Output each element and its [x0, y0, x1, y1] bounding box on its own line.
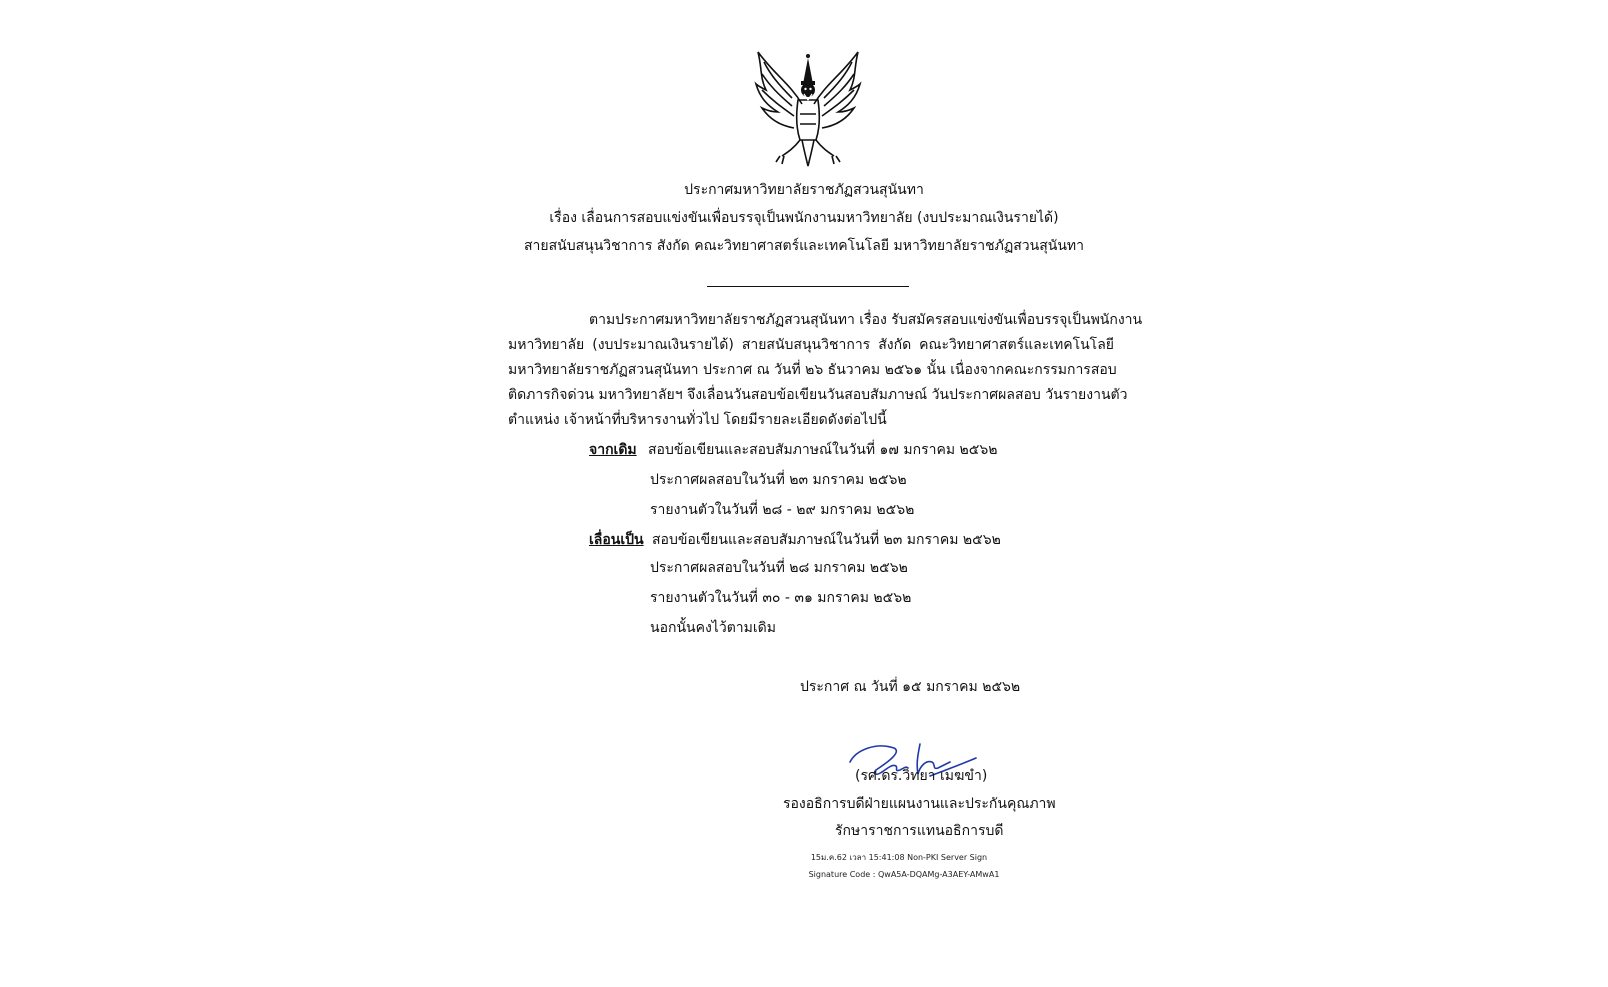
- schedule-item: สอบข้อเขียนและสอบสัมภาษณ์ในวันที่ ๑๗ มกราคม ๒๕๖๒: [648, 442, 998, 458]
- announcement-date: ประกาศ ณ วันที่ ๑๕ มกราคม ๒๕๖๒: [800, 679, 1021, 695]
- schedule-note: นอกนั้นคงไว้ตามเดิม: [650, 620, 776, 636]
- new-schedule-label: เลื่อนเป็น: [589, 532, 644, 548]
- original-schedule-label: จากเดิม: [589, 442, 637, 458]
- schedule-item: รายงานตัวในวันที่ ๓๐ - ๓๑ มกราคม ๒๕๖๒: [650, 590, 912, 606]
- schedule-item: สอบข้อเขียนและสอบสัมภาษณ์ในวันที่ ๒๓ มกราคม ๒๕๖๒: [652, 532, 1001, 548]
- garuda-emblem-icon: [752, 44, 864, 168]
- signature-code: Signature Code : QwA5A-DQAMg-A3AEY-AMwA1: [808, 870, 1000, 879]
- announcement-subject: เรื่อง เลื่อนการสอบแข่งขันเพื่อบรรจุเป็นพนักงานมหาวิทยาลัย (งบประมาณเงินรายได้): [549, 210, 1059, 226]
- announcement-title: ประกาศมหาวิทยาลัยราชภัฏสวนสุนันทา: [684, 182, 924, 198]
- body-line: ตามประกาศมหาวิทยาลัยราชภัฏสวนสุนันทา เรื่อง รับสมัครสอบแข่งขันเพื่อบรรจุเป็นพนักงาน: [589, 312, 1143, 328]
- body-line: มหาวิทยาลัยราชภัฏสวนสุนันทา ประกาศ ณ วันที่ ๒๖ ธันวาคม ๒๕๖๑ นั้น เนื่องจากคณะกรรมการสอบ: [508, 362, 1117, 378]
- signer-name: (รศ.ดร.วิทยา เมฆขำ): [855, 768, 988, 784]
- schedule-item: ประกาศผลสอบในวันที่ ๒๘ มกราคม ๒๕๖๒: [650, 560, 908, 576]
- body-line: มหาวิทยาลัย (งบประมาณเงินรายได้) สายสนับสนุนวิชาการ สังกัด คณะวิทยาศาสตร์และเทคโนโลยี: [508, 337, 1114, 353]
- body-line: ติดภารกิจด่วน มหาวิทยาลัยฯ จึงเลื่อนวันสอบข้อเขียนวันสอบสัมภาษณ์ วันประกาศผลสอบ วันรายงานตัว: [508, 387, 1128, 403]
- sign-timestamp: 15ม.ค.62 เวลา 15:41:08 Non-PKI Server Sign: [810, 853, 988, 862]
- announcement-subject-line2: สายสนับสนุนวิชาการ สังกัด คณะวิทยาศาสตร์และเทคโนโลยี มหาวิทยาลัยราชภัฏสวนสุนันทา: [523, 238, 1085, 254]
- signer-acting: รักษาราชการแทนอธิการบดี: [835, 823, 1004, 839]
- signer-position: รองอธิการบดีฝ่ายแผนงานและประกันคุณภาพ: [783, 796, 1056, 812]
- schedule-item: ประกาศผลสอบในวันที่ ๒๓ มกราคม ๒๕๖๒: [650, 472, 907, 488]
- body-line: ตำแหน่ง เจ้าหน้าที่บริหารงานทั่วไป โดยมีรายละเอียดดังต่อไปนี้: [508, 412, 887, 428]
- schedule-item: รายงานตัวในวันที่ ๒๘ - ๒๙ มกราคม ๒๕๖๒: [650, 502, 915, 518]
- header-divider: [707, 286, 909, 287]
